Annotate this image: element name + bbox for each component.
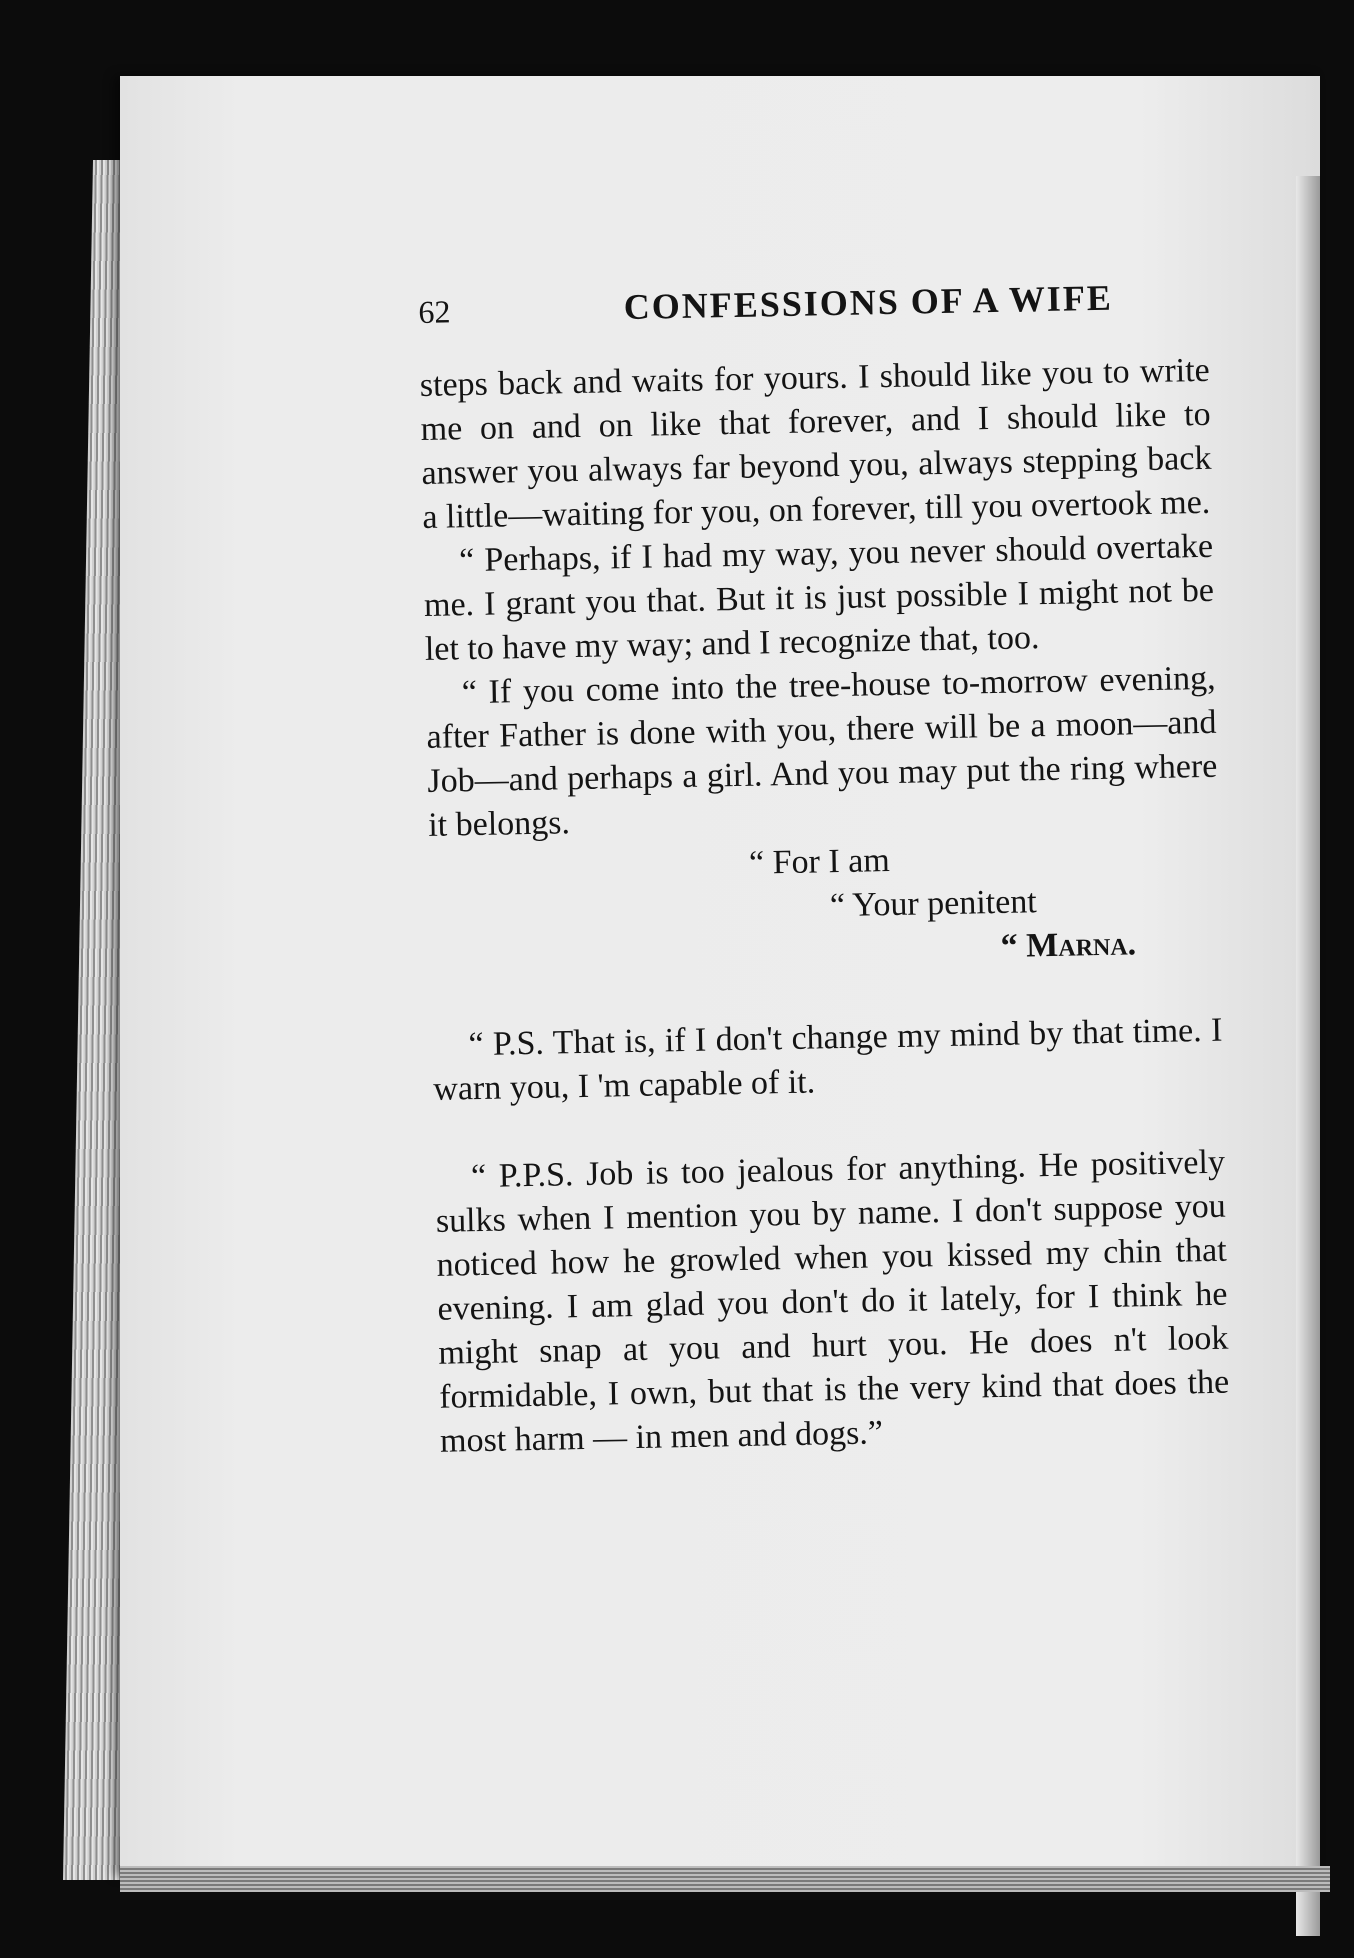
paragraph: steps back and waits for yours. I should like you to write me on and on like that forever, and I should like to answer you always far beyond you, always stepping back a little—waiting for you, on forever, till you overtook me. xyxy=(419,351,1212,536)
running-title: CONFESSIONS OF A WIFE xyxy=(623,277,1114,328)
postscript: “ P.P.S. Job is too jealous for anything. He positively sulks when I mention you by name. I don't suppose you noticed how he growled when you kissed my chin that evening. I am glad you don't do it lately, for I think he might snap at you and hurt you. He does n't look formidable, I own, but that is the very kind that does the most harm — in men and dogs.” xyxy=(435,1143,1230,1460)
paragraph: “ If you come into the tree-house to-morrow evening, after Father is done with you, there will be a moon—and Job—and perhaps a girl. And you may put the ring where it belongs. xyxy=(426,659,1218,844)
signature: “ Marna. xyxy=(1000,925,1137,965)
postscript: “ P.S. That is, if I don't change my mind by that time. I warn you, I 'm capable of it. xyxy=(432,1011,1223,1108)
page-gutter xyxy=(1296,176,1320,1936)
closing-line: “ Your penitent xyxy=(829,883,1038,925)
page-bottom-edge xyxy=(120,1866,1330,1892)
page-number: 62 xyxy=(418,293,451,330)
closing-line: “ For I am xyxy=(748,842,891,882)
paragraph: “ Perhaps, if I had my way, you never should overtake me. I grant you that. But it is just possible I might not be let to have my way; and I recognize that, too. xyxy=(423,527,1215,668)
page-text xyxy=(418,275,1230,1464)
